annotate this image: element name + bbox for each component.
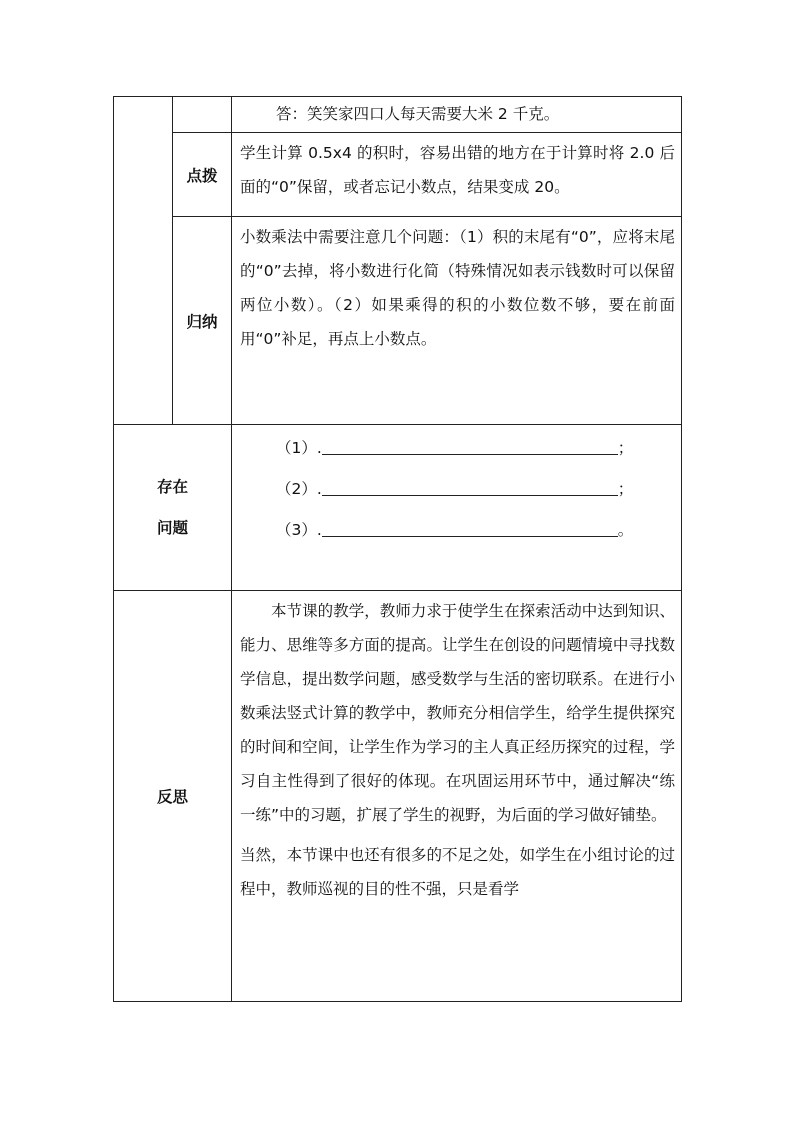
reflection-paragraph-1: 本节课的教学，教师力求于使学生在探索活动中达到知识、能力、思维等多方面的提高。让学生在创设的问题情境中寻找数学信息，提出数学问题，感受数学与生活的密切联系。在进行小数乘法竖式计算的教学中，教师充分相信学生，给学生提供探究的时间和空间，让学生作为学习的主人真正经历探究的过程，学习自主性得到了很好的体现。在巩固运用环节中，通过解决“练一练”中的习题，扩展了学生的视野，为后面的学习做好铺垫。 — [240, 602, 675, 824]
problems-row — [114, 425, 682, 591]
problem-end-punct: ； — [617, 480, 634, 498]
problem-item — [232, 469, 681, 510]
problem-item — [232, 510, 681, 551]
dianbo-label: 点拨 — [173, 133, 232, 217]
problem-end-punct: 。 — [617, 521, 634, 539]
guina-row — [114, 217, 682, 425]
problems-label — [114, 425, 232, 591]
problem-end-punct: ； — [617, 439, 634, 457]
reflection-row — [114, 591, 682, 1002]
dianbo-cell — [232, 133, 682, 217]
reflection-cell — [232, 591, 682, 1002]
answer-row — [114, 97, 682, 133]
reflection-text — [232, 591, 681, 906]
problem-item — [232, 428, 681, 469]
reflection-paragraph-2: 当然，本节课中也还有很多的不足之处，如学生在小组讨论的过程中，教师巡视的目的性不强，只是看学 — [240, 846, 675, 898]
reflection-label: 反思 — [114, 591, 232, 1002]
problem-number: （3）. — [276, 521, 322, 539]
guina-cell — [232, 217, 682, 425]
answer-text: 答：笑笑家四口人每天需要大米 2 千克。 — [276, 105, 560, 123]
problem-number: （1）. — [276, 439, 322, 457]
problem-number: （2）. — [276, 480, 322, 498]
answer-cell — [232, 97, 682, 133]
dianbo-row — [114, 133, 682, 217]
dianbo-text: 学生计算 0.5x4 的积时，容易出错的地方在于计算时将 2.0 后面的“0”保留，或者忘记小数点，结果变成 20。 — [240, 144, 675, 196]
blank-line[interactable] — [322, 432, 618, 455]
answer-label-cell — [173, 97, 232, 133]
outer-merged-cell — [114, 97, 173, 425]
guina-text: 小数乘法中需要注意几个问题：（1）积的末尾有“0”，应将末尾的“0”去掉，将小数进行化简（特殊情况如表示钱数时可以保留两位小数）。（2）如果乘得的积的小数位数不够，要在前面用“0”补足，再点上小数点。 — [240, 228, 675, 348]
problems-cell — [232, 425, 682, 591]
guina-label: 归纳 — [173, 217, 232, 425]
blank-line[interactable] — [322, 473, 618, 496]
lesson-plan-table — [113, 96, 682, 1002]
blank-line[interactable] — [322, 514, 618, 537]
problems-label-line1: 存在 — [156, 477, 188, 496]
problems-label-line2: 问题 — [156, 518, 188, 537]
